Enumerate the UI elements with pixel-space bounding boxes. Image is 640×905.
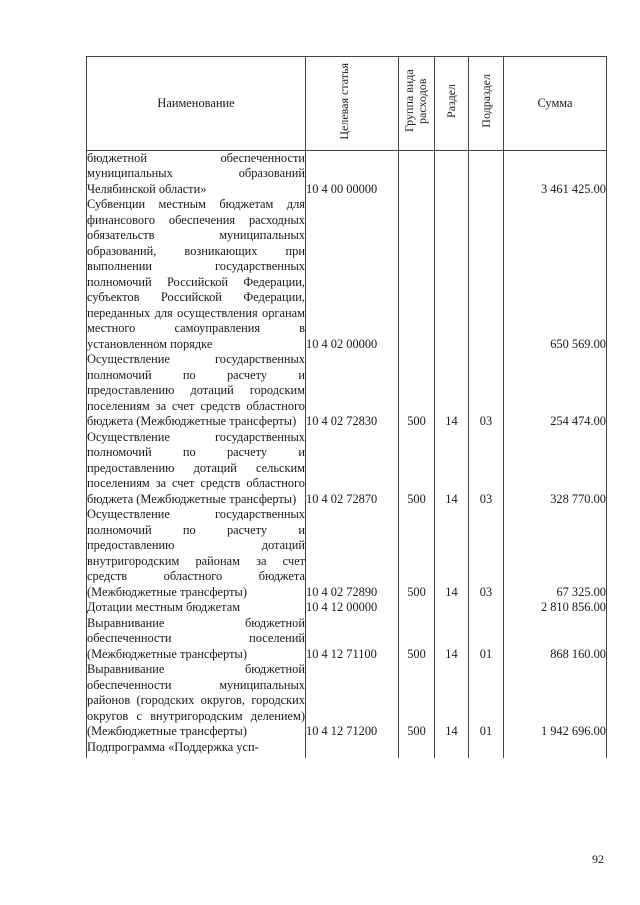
- row-subsection: 03: [469, 352, 504, 430]
- header-amount: Сумма: [504, 57, 607, 151]
- row-subsection: 03: [469, 507, 504, 600]
- row-group: 500: [399, 352, 435, 430]
- table-row: [87, 197, 607, 352]
- row-group: [399, 150, 435, 197]
- table-row: [87, 740, 607, 758]
- row-name: бюджетной обеспеченности муниципальных образований Челябинской области»: [87, 150, 305, 196]
- row-section: [435, 150, 469, 197]
- table-row: [87, 430, 607, 508]
- row-subsection: 03: [469, 430, 504, 508]
- row-name: Дотации местным бюджетам: [87, 600, 306, 616]
- table-row: [87, 662, 607, 740]
- header-section: Раздел: [435, 57, 469, 151]
- row-group: [399, 740, 435, 758]
- budget-table: [86, 56, 607, 758]
- row-group: 500: [399, 662, 435, 740]
- row-amount: 650 569.00: [504, 197, 607, 352]
- row-amount: 1 942 696.00: [504, 662, 607, 740]
- row-group: [399, 600, 435, 616]
- row-amount: 3 461 425.00: [504, 150, 607, 197]
- page-number: 92: [592, 852, 604, 866]
- row-amount: 328 770.00: [504, 430, 607, 508]
- row-section: [435, 600, 469, 616]
- row-code: 10 4 12 00000: [306, 600, 399, 616]
- row-amount: 254 474.00: [504, 352, 607, 430]
- row-group: [399, 197, 435, 352]
- row-subsection: [469, 150, 504, 197]
- row-code: 10 4 02 72890: [306, 507, 399, 600]
- row-code: 10 4 02 00000: [306, 197, 399, 352]
- row-name: Выравнивание бюджетной обеспеченности поселений (Межбюджетные трансферты): [87, 615, 305, 661]
- row-section: [435, 197, 469, 352]
- row-section: 14: [435, 616, 469, 663]
- header-subsection: Подраздел: [469, 57, 504, 151]
- row-code: 10 4 12 71200: [306, 662, 399, 740]
- row-subsection: [469, 740, 504, 758]
- row-subsection: [469, 197, 504, 352]
- row-name: Осуществление государственных полномочий по расчету и предоставлению дотаций сельским поселениям за счет средств областного бюджета (Межбюджетные трансферты): [87, 429, 305, 506]
- table-row: [87, 507, 607, 600]
- table-header-row: [87, 57, 607, 151]
- row-section: 14: [435, 430, 469, 508]
- row-code: 10 4 02 72830: [306, 352, 399, 430]
- row-section: 14: [435, 352, 469, 430]
- row-amount: [504, 740, 607, 758]
- row-subsection: 01: [469, 616, 504, 663]
- row-name: Осуществление государственных полномочий по расчету и предоставлению дотаций городским поселениям за счет средств областного бюджета (Межбюджетные трансферты): [87, 352, 305, 428]
- table-row: [87, 150, 607, 197]
- row-group: 500: [399, 430, 435, 508]
- row-section: 14: [435, 662, 469, 740]
- row-name: Подпрограмма «Поддержка усп-: [87, 740, 306, 758]
- row-subsection: 01: [469, 662, 504, 740]
- row-group: 500: [399, 507, 435, 600]
- row-group: 500: [399, 616, 435, 663]
- row-code: [306, 740, 399, 758]
- row-code: 10 4 00 00000: [306, 150, 399, 197]
- row-subsection: [469, 600, 504, 616]
- row-section: 14: [435, 507, 469, 600]
- header-name: Наименование: [87, 57, 306, 151]
- header-exp-type: Группа вида расходов: [399, 57, 435, 151]
- row-name: Осуществление государственных полномочий по расчету и предоставлению дотаций внутригородским районам за счет средств областного бюджета (Межбюджетные трансферты): [87, 507, 305, 599]
- header-target: Целевая статья: [306, 57, 399, 151]
- row-amount: 868 160.00: [504, 616, 607, 663]
- row-name: Выравнивание бюджетной обеспеченности муниципальных районов (городских округов, городских округов с внутригородским делением) (Межбюджетные трансферты): [87, 662, 305, 738]
- row-code: 10 4 02 72870: [306, 430, 399, 508]
- table-row: [87, 616, 607, 663]
- table-row: [87, 352, 607, 430]
- row-amount: 67 325.00: [504, 507, 607, 600]
- row-section: [435, 740, 469, 758]
- row-name: Субвенции местным бюджетам для финансового обеспечения расходных обязательств муниципальных образований, возникающих при выполнении государственных полномочий Российской Федерации, субъектов Российской Федерации, переданных для осуществления органам местного самоуправления в установленном порядке: [87, 197, 305, 351]
- row-amount: 2 810 856.00: [504, 600, 607, 616]
- row-code: 10 4 12 71100: [306, 616, 399, 663]
- table-row: [87, 600, 607, 616]
